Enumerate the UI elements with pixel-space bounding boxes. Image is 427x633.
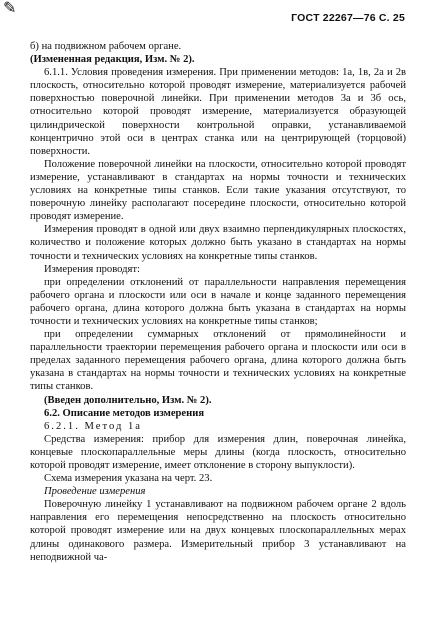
paragraph: (Введен дополнительно, Изм. № 2). bbox=[44, 394, 212, 406]
paragraph: (Измененная редакция, Изм. № 2). bbox=[30, 54, 195, 66]
paragraph: 6.1.1. Условия проведения измерения. При применении методов: 1а, 1в, 2а и 2в плоскость, относительно которой проводят измерение, материализуется рабочей поверхностью поверочной линейки. При применении методов 3а и 3б ось, относительно которой проводят измерение, материализуется образующей цилиндрической поверхности контрольной оправки, устанавливаемой концентрично этой оси в центрах станка или на центрирующей (торцовой) поверхности. bbox=[30, 67, 406, 157]
method-heading: 6.2.1. Метод 1а bbox=[44, 420, 142, 432]
section-heading: 6.2. Описание методов измерения bbox=[44, 407, 205, 419]
paragraph: Измерения проводят в одной или двух взаимно перпендикулярных плоскостях, количество и положение которых должно быть указано в стандартах на нормы точности и технических условиях на конкретные типы станков. bbox=[30, 224, 406, 262]
corner-mark-icon: ✎ bbox=[3, 0, 17, 17]
paragraph: Схема измерения указана на черт. 23. bbox=[44, 473, 213, 485]
paragraph: при определении суммарных отклонений от прямолинейности и параллельности траектории перемещения рабочего органа и плоскости или оси в пределах заданного перемещения рабочего органа, длина которого должна быть указана в стандартах на нормы точности и технических условиях на конкретные типы станков. bbox=[30, 329, 406, 393]
paragraph: б) на подвижном рабочем органе. bbox=[30, 41, 182, 52]
paragraph: Положение поверочной линейки на плоскости, относительно которой проводят измерение, устанавливают в стандартах на нормы точности и технических условиях на конкретные типы станков. Если такие указания отсутствуют, то поверочную линейку располагают посередине плоскости, относительно которой проводят измерение. bbox=[30, 158, 406, 223]
document-body bbox=[30, 40, 406, 564]
page-header: ГОСТ 22267—76 С. 25 bbox=[291, 12, 405, 24]
paragraph: Средства измерения: прибор для измерения длин, поверочная линейка, концевые плоскопараллельные меры длины (когда плоскость, относительно которой проводят измерение, имеет отклонение в сторону выпуклости). bbox=[30, 433, 406, 471]
subheading: Проведение измерения bbox=[44, 486, 146, 498]
paragraph: Измерения проводят: bbox=[44, 263, 140, 275]
paragraph: Поверочную линейку 1 устанавливают на подвижном рабочем органе 2 вдоль направления его перемещения непосредственно на плоскость относительно которой проводят измерение или на двух концевых плоскопараллельных мерах длины одинакового размера. Измерительный прибор 3 устанавливают на неподвижной ча- bbox=[30, 499, 406, 563]
paragraph: при определении отклонений от параллельности направления перемещения рабочего органа и плоскости или оси в начале и конце заданного перемещения рабочего органа, длина которого должна быть указана в стандартах на нормы точности и технических условиях на конкретные типы станков; bbox=[30, 276, 406, 327]
